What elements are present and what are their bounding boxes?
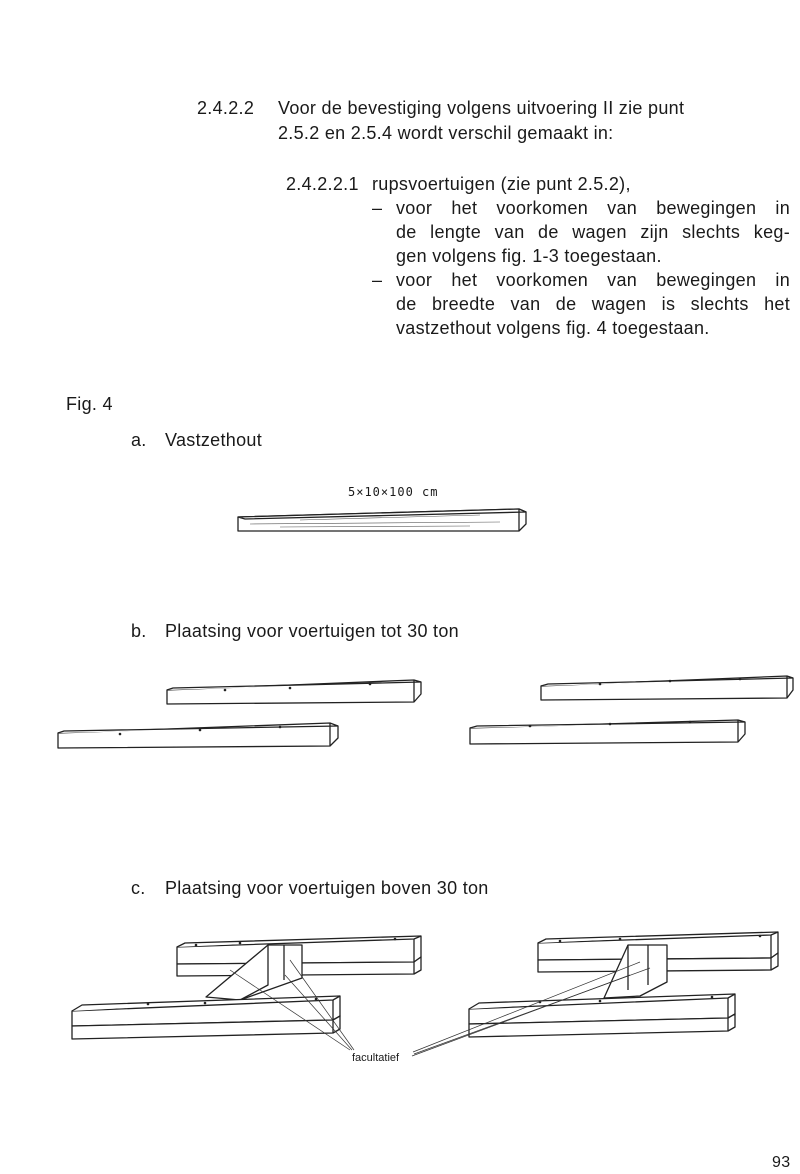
- part-b-title: Plaatsing voor voertuigen tot 30 ton: [165, 621, 459, 641]
- facultatief-label: facultatief: [352, 1052, 400, 1064]
- part-a-title: Vastzethout: [165, 430, 263, 450]
- figure-label: Fig. 4: [66, 394, 113, 414]
- section-text-line-1: Voor de bevestiging volgens uitvoering II zie punt: [278, 98, 685, 118]
- beam-a-drawing: [238, 509, 526, 531]
- subsection-number: 2.4.2.2.1: [286, 174, 359, 194]
- part-c-label: c.: [131, 878, 146, 898]
- beam-pair-right-b: [470, 676, 793, 744]
- part-a-label: a.: [131, 430, 147, 450]
- list-item-dash-1: –: [372, 198, 383, 218]
- section-number: 2.4.2.2: [197, 98, 255, 118]
- section-text-line-2: 2.5.2 en 2.5.4 wordt verschil gemaakt in:: [278, 123, 614, 143]
- beam-pair-left-b: [58, 680, 421, 748]
- list-item-2-line-2: de breedte van de wagen is slechts het: [396, 294, 790, 314]
- assembly-right-c: [412, 932, 778, 1056]
- list-item-2-line-3: vastzethout volgens fig. 4 toegestaan.: [396, 318, 710, 338]
- page-number: 93: [772, 1154, 791, 1171]
- list-item-dash-2: –: [372, 270, 383, 290]
- list-item-1-line-1: voor het voorkomen van bewegingen in: [396, 198, 790, 218]
- assembly-left-c: [72, 936, 421, 1050]
- list-item-1-line-3: gen volgens fig. 1-3 toegestaan.: [396, 246, 662, 266]
- list-item-1-line-2: de lengte van de wagen zijn slechts keg-: [396, 222, 790, 242]
- list-item-2-line-1: voor het voorkomen van bewegingen in: [396, 270, 790, 290]
- part-c-title: Plaatsing voor voertuigen boven 30 ton: [165, 878, 489, 898]
- dimension-label: 5×10×100 cm: [348, 485, 439, 499]
- subsection-title: rupsvoertuigen (zie punt 2.5.2),: [372, 174, 631, 194]
- part-b-label: b.: [131, 621, 147, 641]
